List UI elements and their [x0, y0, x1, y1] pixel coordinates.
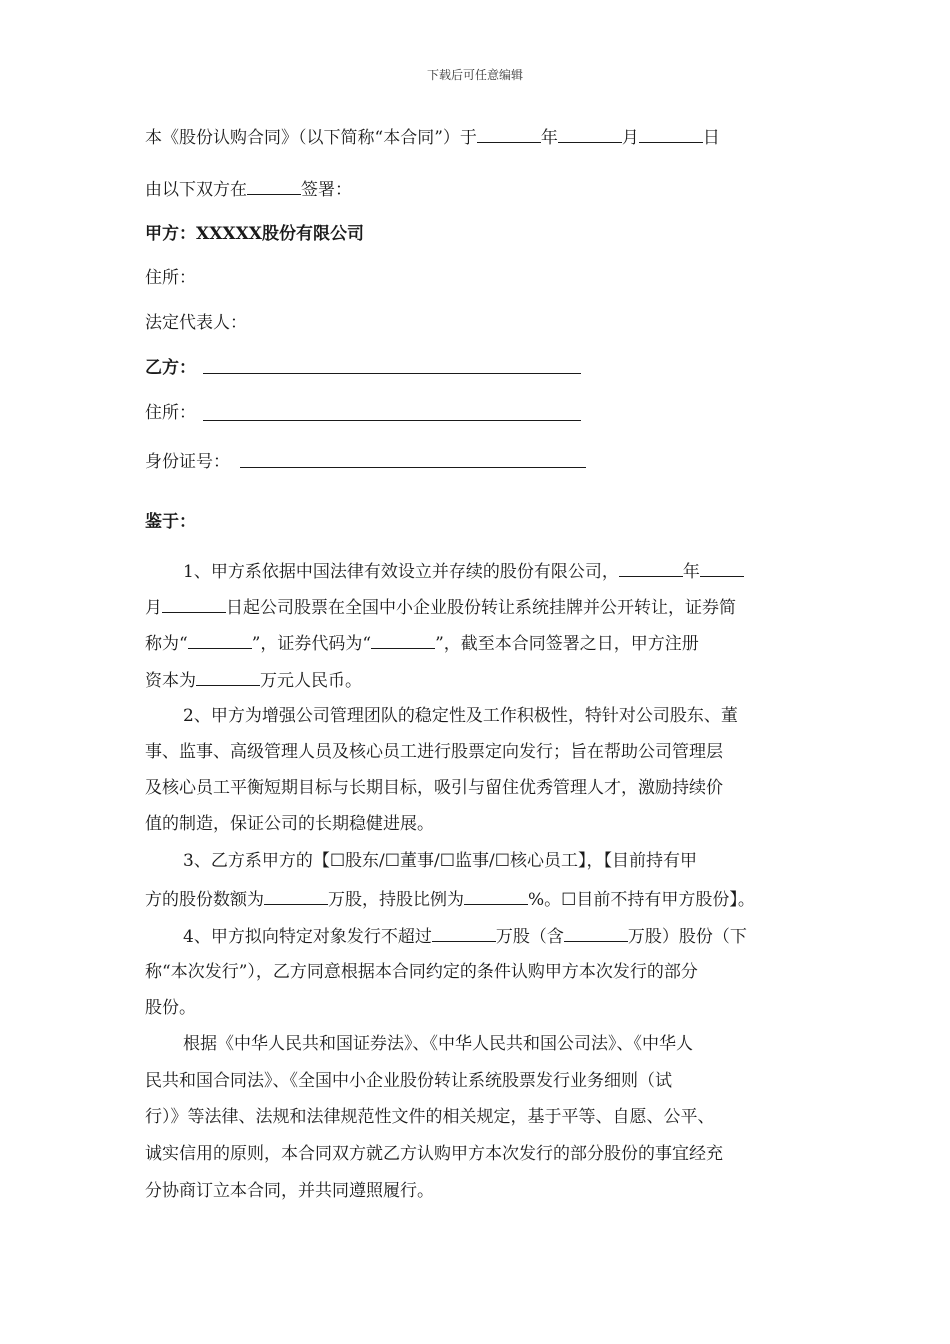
listing-month-label: 月 [145, 598, 162, 618]
basis-line-3: 行）》等法律、法规和法律规范性文件的相关规定，基于平等、自愿、公平、 [145, 1107, 715, 1127]
clause-4-line-1 [183, 923, 747, 949]
listing-year-label: 年 [682, 562, 700, 582]
clause-1-text-2: 日起公司股票在全国中小企业股份转让系统挂牌并公开转让，证券简 [226, 598, 736, 618]
ratio-unit: %。☐目前不持有甲方股份】。 [528, 890, 755, 910]
party-b-id-blank [240, 467, 586, 468]
party-a-address: 住所： [145, 268, 196, 288]
issue-text: 4、甲方拟向特定对象发行不超过 [183, 927, 432, 947]
clause-2-line-4: 值的制造，保证公司的长期稳健进展。 [145, 814, 434, 834]
party-b-address: 住所： [145, 403, 196, 423]
party-a-representative: 法定代表人： [145, 313, 247, 333]
page-header: 下载后可任意编辑 [426, 68, 523, 82]
ratio-blank [464, 886, 528, 905]
party-b-label: 乙方： [145, 358, 196, 378]
signing-text: 签署： [301, 180, 352, 200]
clause-4-line-2: 称“本次发行”），乙方同意根据本合同约定的条件认购甲方本次发行的部分 [145, 962, 698, 982]
capital-unit: 万元人民币。 [260, 671, 362, 691]
whereas-heading: 鉴于： [145, 512, 196, 532]
basis-line-1: 根据《中华人民共和国证券法》、《中华人民共和国公司法》、《中华人 [183, 1034, 693, 1054]
clause-1-line-4 [145, 667, 362, 693]
opening-line-1 [145, 124, 720, 150]
clause-2-line-1: 2、甲方为增强公司管理团队的稳定性及工作积极性，特针对公司股东、董 [183, 706, 738, 726]
party-b-address-blank [203, 420, 581, 421]
clause-1-line-2 [145, 594, 736, 620]
party-b-id: 身份证号： [145, 452, 230, 472]
day-blank [639, 124, 703, 143]
clause-3-line-1: 3、乙方系甲方的【☐股东/☐董事/☐监事/☐核心员工】，【目前持有甲 [183, 851, 697, 871]
listing-month-blank [700, 558, 744, 577]
year-blank [477, 124, 541, 143]
capital-blank [196, 667, 260, 686]
basis-line-5: 分协商订立本合同，并共同遵照履行。 [145, 1181, 434, 1201]
opening-line-2 [145, 176, 352, 202]
ratio-label: 万股，持股比例为 [328, 890, 464, 910]
clause-4-line-3: 股份。 [145, 998, 196, 1018]
clause-1-text: 1、甲方系依据中国法律有效设立并存续的股份有限公司， [183, 562, 619, 582]
day-label: 日 [702, 128, 720, 148]
clause-1-line-3 [145, 630, 699, 656]
code-blank [371, 630, 435, 649]
clause-2-line-2: 事、监事、高级管理人员及核心员工进行股票定向发行；旨在帮助公司管理层 [145, 742, 723, 762]
listing-day-blank [162, 594, 226, 613]
capital-intro: ”，截至本合同签署之日，甲方注册 [435, 634, 699, 654]
party-a-name: 甲方：XXXXX股份有限公司 [145, 224, 364, 244]
party-b-name-blank [203, 373, 581, 374]
issue-unit: 万股）股份（下 [627, 927, 747, 947]
opening-text: 本《股份认购合同》（以下简称“本合同”）于 [145, 128, 477, 148]
short-name-label: 称为“ [145, 634, 188, 654]
issue-max-blank [432, 923, 496, 942]
month-label: 月 [621, 128, 639, 148]
clause-3-line-2 [145, 886, 755, 912]
shares-held-blank [264, 886, 328, 905]
basis-line-2: 民共和国合同法》、《全国中小企业股份转让系统股票发行业务细则（试 [145, 1071, 672, 1091]
shares-held-label: 方的股份数额为 [145, 890, 264, 910]
signing-place-blank [247, 176, 301, 195]
code-label: ”，证券代码为“ [251, 634, 372, 654]
signing-place-text: 由以下双方在 [145, 180, 247, 200]
listing-year-blank [619, 558, 683, 577]
year-label: 年 [540, 128, 558, 148]
basis-line-4: 诚实信用的原则，本合同双方就乙方认购甲方本次发行的部分股份的事宜经充 [145, 1144, 723, 1164]
issue-including-blank [564, 923, 628, 942]
short-name-blank [188, 630, 252, 649]
clause-1-line-1 [183, 558, 744, 584]
issue-including-label: 万股（含 [495, 927, 564, 947]
month-blank [558, 124, 622, 143]
clause-2-line-3: 及核心员工平衡短期目标与长期目标，吸引与留住优秀管理人才，激励持续价 [145, 778, 723, 798]
capital-label: 资本为 [145, 671, 196, 691]
